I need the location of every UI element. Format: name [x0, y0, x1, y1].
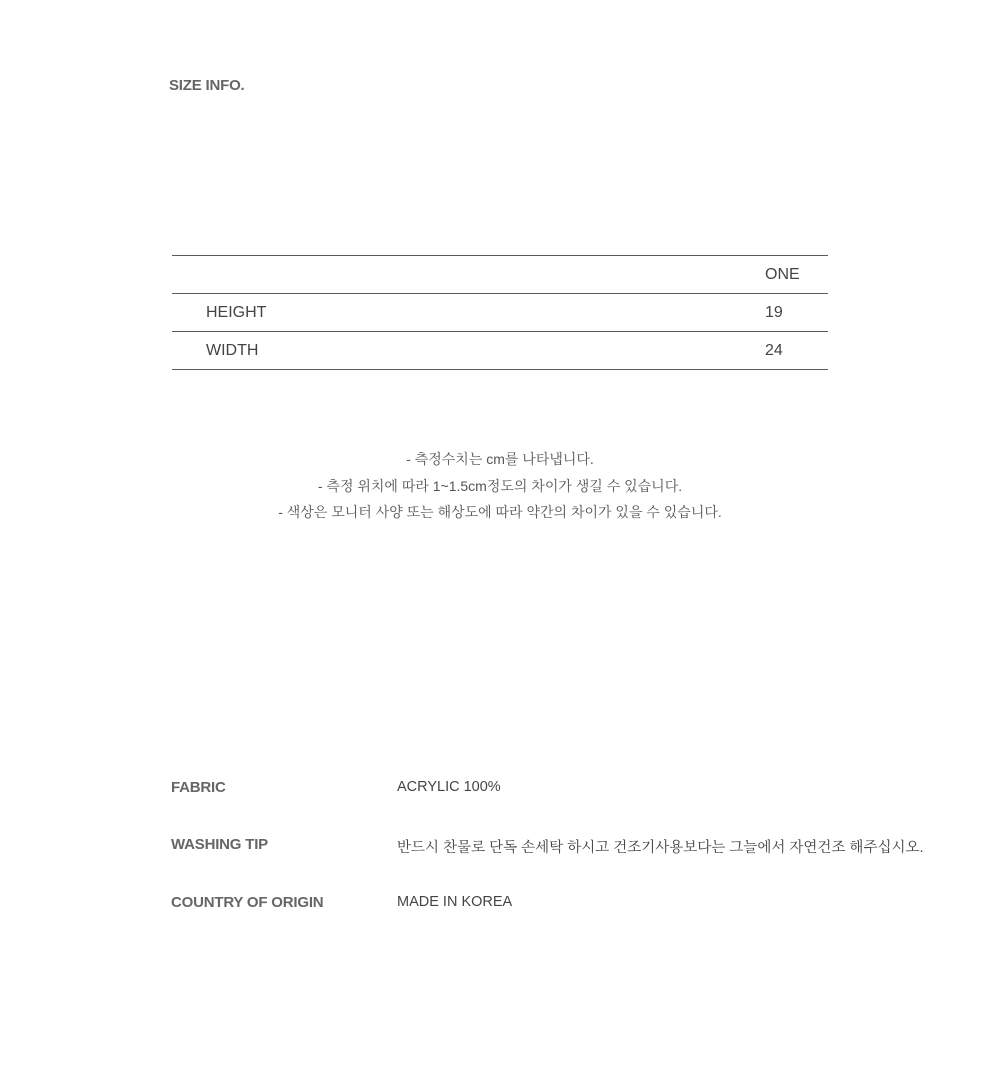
country-of-origin-row: [171, 894, 971, 916]
width-value: 24: [765, 341, 783, 359]
height-label: HEIGHT: [206, 303, 267, 321]
table-row: [172, 332, 828, 370]
table-row: [172, 294, 828, 332]
washing-tip-row: [171, 836, 971, 858]
washing-tip-label: WASHING TIP: [171, 836, 268, 853]
measurement-notes: [0, 446, 1000, 526]
country-of-origin-label: COUNTRY OF ORIGIN: [171, 894, 324, 911]
country-of-origin-value: MADE IN KOREA: [397, 894, 513, 910]
fabric-label: FABRIC: [171, 779, 226, 796]
fabric-value: ACRYLIC 100%: [397, 779, 501, 795]
height-value: 19: [765, 303, 783, 321]
size-table-header-size: ONE: [765, 265, 800, 283]
note-line: - 색상은 모니터 사양 또는 해상도에 따라 약간의 차이가 있을 수 있습니다.: [278, 504, 722, 520]
width-label: WIDTH: [206, 341, 259, 359]
washing-tip-value: 반드시 찬물로 단독 손세탁 하시고 건조기사용보다는 그늘에서 자연건조 해주십시오.: [397, 840, 924, 856]
size-info-title: SIZE INFO.: [169, 77, 245, 94]
note-line: - 측정 위치에 따라 1~1.5cm정도의 차이가 생길 수 있습니다.: [317, 477, 683, 494]
size-table-header-label: [172, 256, 765, 294]
size-table-header-row: [172, 256, 828, 294]
note-line: - 측정수치는 cm를 나타냅니다.: [406, 451, 594, 467]
fabric-row: [171, 779, 971, 801]
size-table: [172, 255, 828, 370]
